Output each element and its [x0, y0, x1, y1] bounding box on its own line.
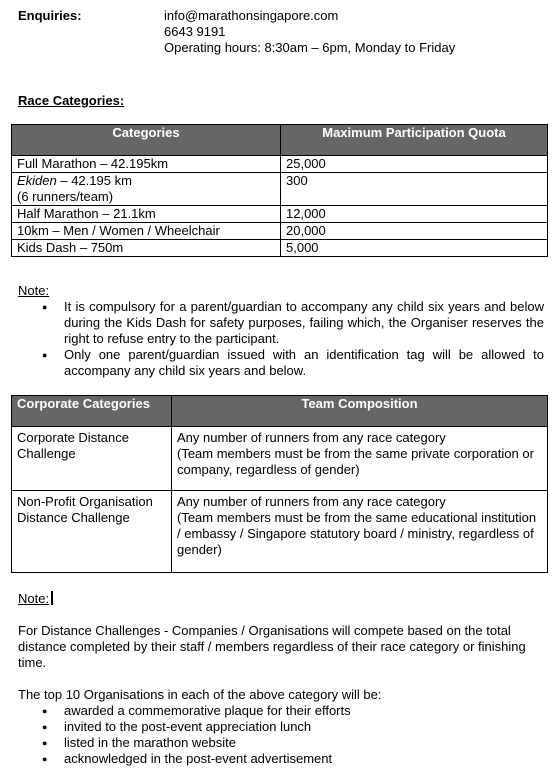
category-sub: (6 runners/team) [17, 189, 114, 204]
corporate-category-cell: Corporate Distance Challenge [12, 427, 172, 491]
table-row [12, 240, 548, 257]
table-row [12, 206, 548, 223]
note2-paragraph: For Distance Challenges - Companies / Organisations will compete based on the total distance completed by their staff / members regardless of their race category or finishing time. [18, 623, 526, 670]
corporate-categories-table [11, 395, 548, 573]
table-row [12, 223, 548, 240]
enquiries-hours: Operating hours: 8:30am – 6pm, Monday to Friday [164, 40, 456, 55]
team-composition-line: Any number of runners from any race category [177, 430, 446, 445]
category-cell: Kids Dash – 750m [12, 240, 281, 257]
quota-cell: 5,000 [281, 240, 548, 257]
team-composition-cell [172, 427, 548, 491]
enquiries-block [164, 8, 455, 56]
note2-intro: The top 10 Organisations in each of the above category will be: [18, 687, 382, 702]
column-header-categories: Categories [12, 125, 281, 156]
note-label: Note: [18, 591, 50, 606]
quota-cell: 300 [281, 173, 548, 206]
category-cell: 10km – Men / Women / Wheelchair [12, 223, 281, 240]
table-row [12, 173, 548, 206]
race-categories-heading: Race Categories: [18, 93, 125, 108]
category-cell: Half Marathon – 21.1km [12, 206, 281, 223]
enquiries-phone: 6643 9191 [164, 24, 226, 39]
category-text: – 42.195 km [56, 173, 132, 188]
table-row [12, 491, 548, 573]
race-categories-table [11, 124, 548, 257]
note2-label-wrap [18, 591, 53, 607]
quota-cell: 25,000 [281, 156, 548, 173]
list-item: ● listed in the marathon website [18, 735, 544, 751]
category-cell: Full Marathon – 42.195km [12, 156, 281, 173]
team-composition-detail: (Team members must be from the same private corporation or company, regardless of gender) [177, 446, 534, 477]
team-composition-line: Any number of runners from any race category [177, 494, 446, 509]
team-composition-detail: (Team members must be from the same educational institution / embassy / Singapore statutory board / ministry, regardless of gender) [177, 510, 537, 557]
table-row [12, 427, 548, 491]
quota-cell: 12,000 [281, 206, 548, 223]
list-item: ● Only one parent/guardian issued with an identification tag will be allowed to accompany any child six years and below. [18, 347, 544, 379]
benefits-list [18, 703, 544, 767]
list-item: ● awarded a commemorative plaque for their efforts [18, 703, 544, 719]
list-item: ● invited to the post-event appreciation lunch [18, 719, 544, 735]
column-header-quota: Maximum Participation Quota [281, 125, 548, 156]
text-cursor [51, 591, 53, 605]
list-item: ● acknowledged in the post-event advertisement [18, 751, 544, 767]
column-header-team-composition: Team Composition [172, 396, 548, 427]
category-em: Ekiden [17, 173, 57, 188]
note-list [18, 299, 544, 379]
note-label: Note: [18, 283, 50, 298]
corporate-category-cell: Non-Profit Organisation Distance Challenge [12, 491, 172, 573]
team-composition-cell [172, 491, 548, 573]
enquiries-label: Enquiries: [18, 8, 82, 23]
quota-cell: 20,000 [281, 223, 548, 240]
list-item: ● It is compulsory for a parent/guardian to accompany any child six years and below during the Kids Dash for safety purposes, failing which, the Organiser reserves the right to refuse entry to the participant. [18, 299, 544, 347]
table-row [12, 156, 548, 173]
category-cell [12, 173, 281, 206]
column-header-corporate-categories: Corporate Categories [12, 396, 172, 427]
enquiries-email[interactable]: info@marathonsingapore.com [164, 8, 339, 23]
